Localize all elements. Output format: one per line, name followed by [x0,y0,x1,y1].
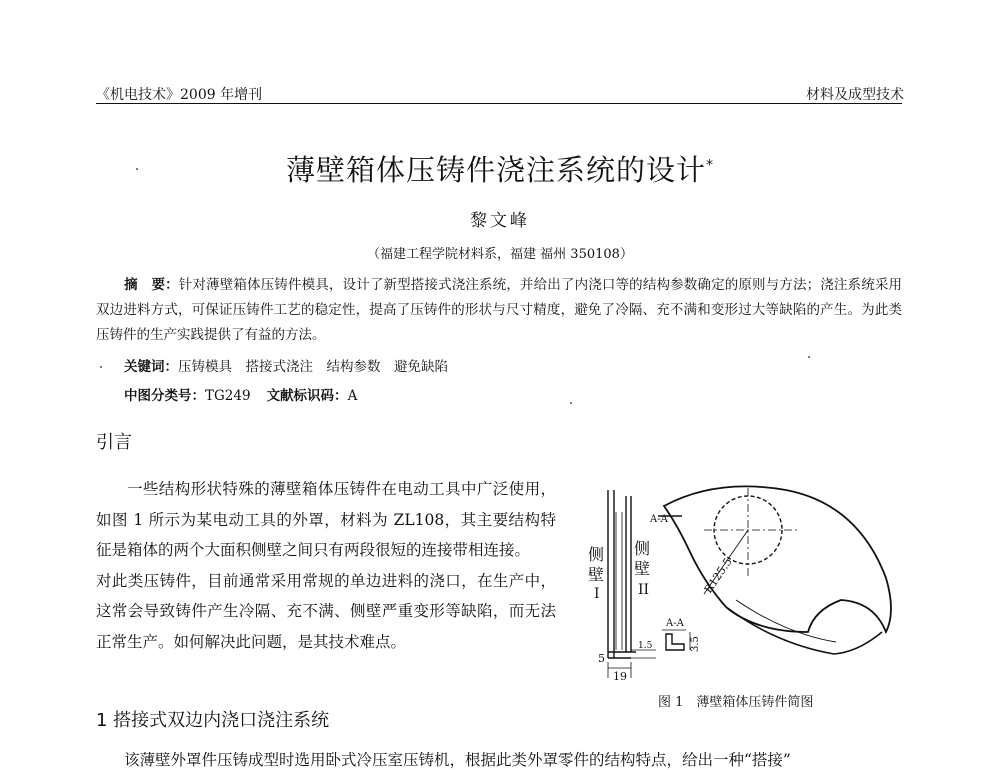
doc-code-value: A [347,388,358,404]
dim-3-5: 3.5 [690,636,701,652]
keywords [124,355,448,375]
section-1-partial-line: 该薄壁外罩件压铸成型时选用卧式冷压室压铸机，根据此类外罩零件的结构特点，给出一种“搭接” [124,751,791,769]
abstract [96,273,902,348]
scan-speck [808,356,810,358]
abstract-label: 摘 要： [124,277,179,293]
running-header-right: 材料及成型技术 [806,87,904,103]
figure-1-caption: 图 1 薄壁箱体压铸件简图 [658,695,814,710]
side-wall-1-roman: I [594,586,600,602]
side-wall-1-char-2: 壁 [588,565,605,584]
header-rule [96,103,902,104]
paper-title [0,148,1000,189]
author: 黎文峰 [470,211,530,231]
intro-heading: 引言 [96,432,132,453]
scan-speck [570,402,572,404]
abstract-text: 针对薄壁箱体压铸件模具，设计了新型搭接式浇注系统，并给出了内浇口等的结构参数确定的原则与方法；浇注系统采用双边进料方式，可保证压铸件工艺的稳定性，提高了压铸件的形状与尺寸精度，避免了冷隔、充不满和变形过大等缺陷的产生。为此类压铸件的生产实践提供了有益的方法。 [96,277,903,343]
classification [124,384,357,404]
paper-title-text: 薄壁箱体压铸件浇注系统的设计 [285,153,706,187]
intro-paragraph-1: 一些结构形状特殊的薄壁箱体压铸件在电动工具中广泛使用，如图 1 所示为某电动工具的外罩，材料为 ZL108，其主要结构特征是箱体的两个大面积侧壁之间只有两段很短的连接带相连接。 [96,480,556,559]
dim-5: 5 [598,652,605,665]
keywords-text: 压铸模具 搭接式浇注 结构参数 避免缺陷 [178,359,448,375]
clc-label: 中图分类号： [124,388,205,404]
title-footnote-mark: * [706,157,714,174]
keywords-label: 关键词： [124,359,178,375]
section-cut-mark: A-A [650,514,668,525]
doc-code-label: 文献标识码： [266,388,348,404]
side-wall-2-char-2: 壁 [634,559,651,578]
side-wall-2-char-1: 侧 [634,539,651,558]
scan-speck [100,366,102,368]
side-wall-1-char-1: 侧 [588,545,605,564]
affiliation: （福建工程学院材料系，福建 福州 350108） [367,247,633,262]
section-label: A-A [666,618,684,629]
scan-speck [136,168,138,170]
side-wall-2-roman: II [638,582,650,598]
radius-label: R125.5 [701,555,735,596]
intro-body [96,474,556,657]
section-1-heading: 1 搭接式双边内浇口浇注系统 [96,710,330,731]
clc-value: TG249 [205,388,251,404]
figure-1-diagram [586,482,906,687]
dim-19: 19 [613,670,627,683]
running-header-left: 《机电技术》2009 年增刊 [96,87,263,103]
intro-paragraph-2: 对此类压铸件，目前通常采用常规的单边进料的浇口，在生产中，这常会导致铸件产生冷隔、充不满、侧壁严重变形等缺陷，而无法正常生产。如何解决此问题，是其技术难点。 [96,571,556,651]
dim-1-5: 1.5 [638,641,653,651]
